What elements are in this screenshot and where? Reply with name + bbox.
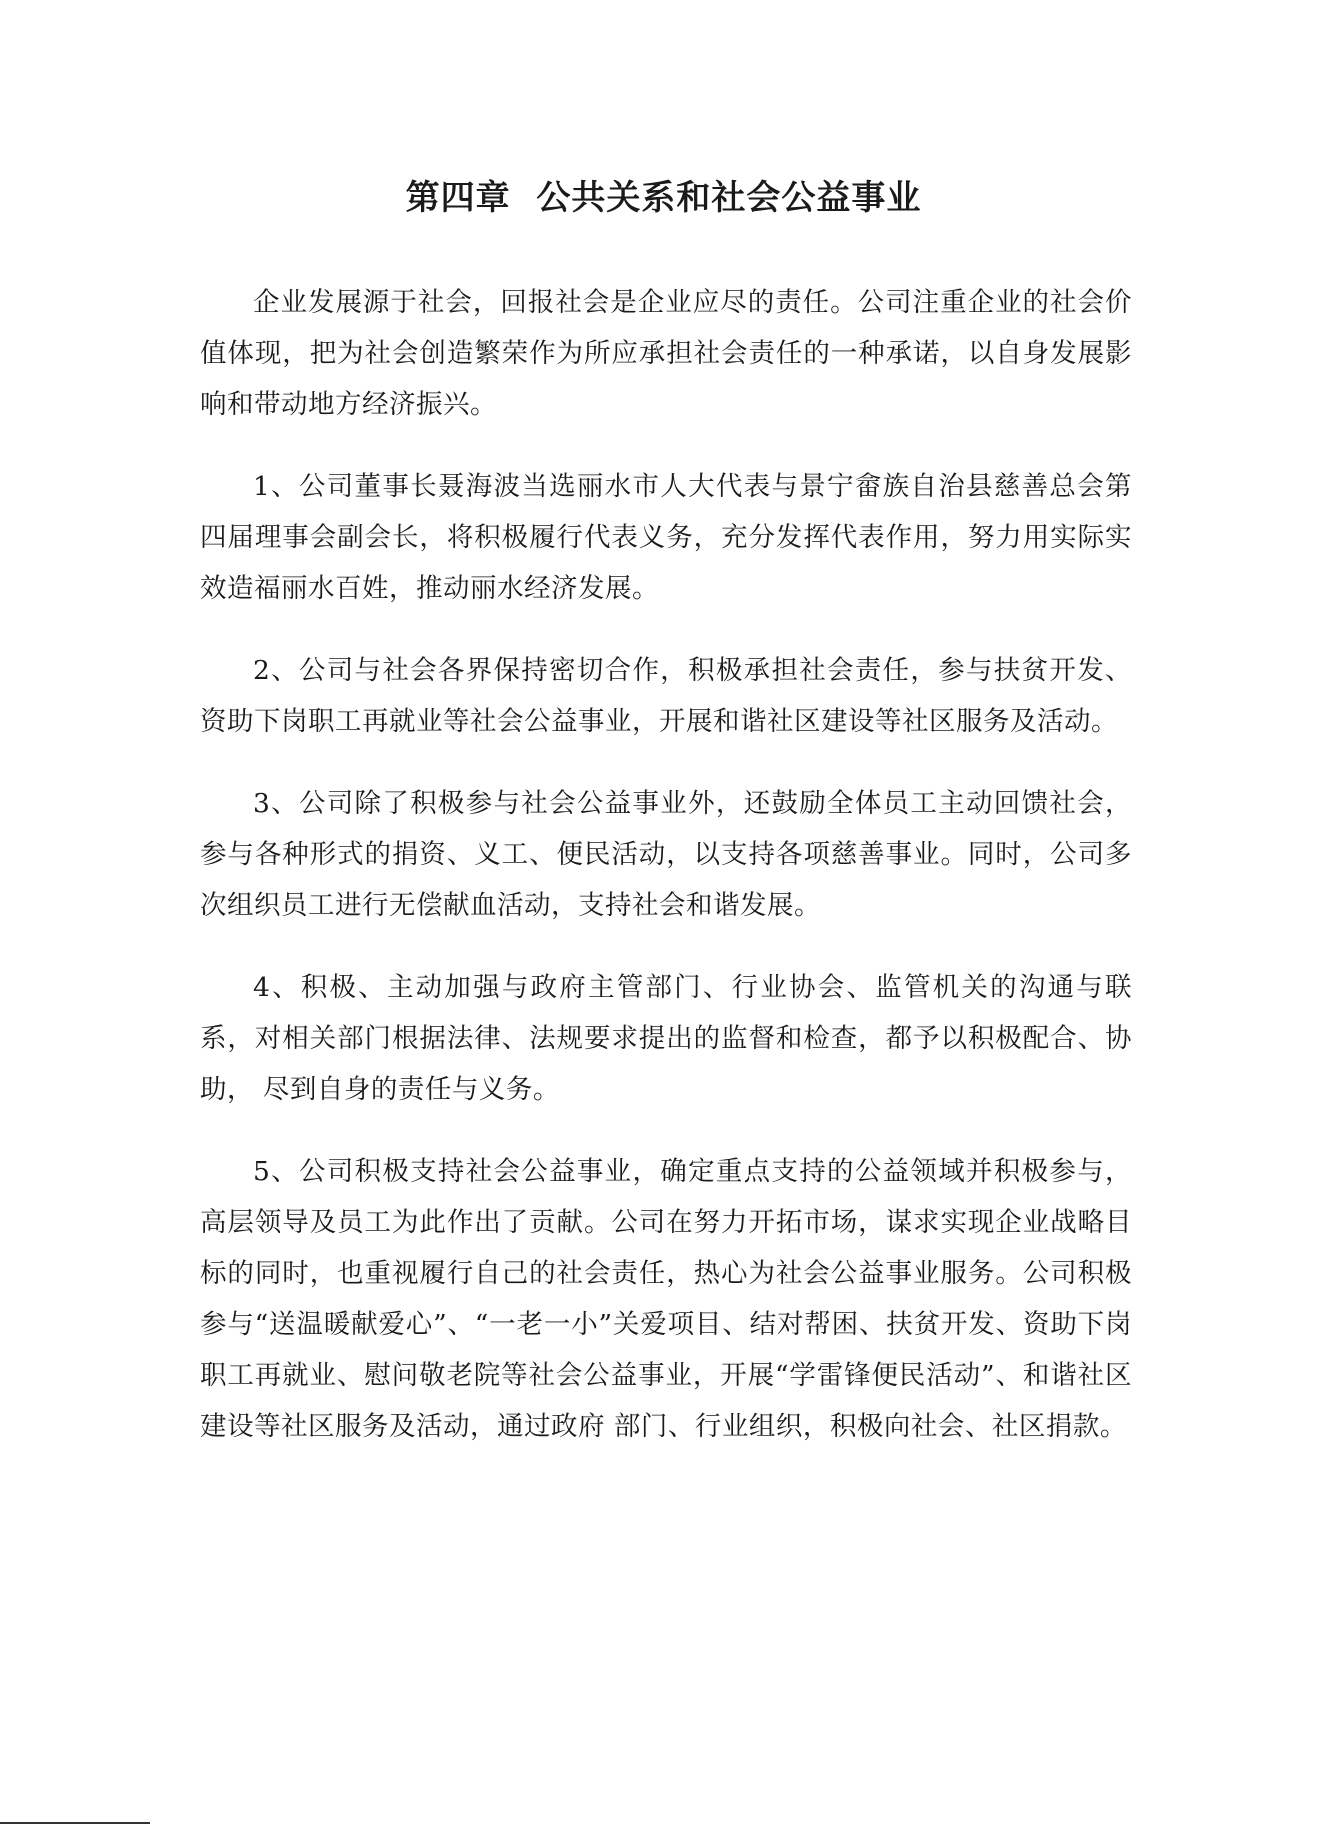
chapter-title: 第四章 公共关系和社会公益事业	[405, 178, 922, 218]
paragraph-item-4: 4、积极、主动加强与政府主管部门、行业协会、监管机关的沟通与联系，对相关部门根据法律、法规要求提出的监督和检查，都予以积极配合、协助， 尽到自身的责任与义务。	[200, 972, 1132, 1105]
paragraph-item-3: 3、公司除了积极参与社会公益事业外，还鼓励全体员工主动回馈社会，参与各种形式的捐资、义工、便民活动，以支持各项慈善事业。同时，公司多次组织员工进行无偿献血活动，支持社会和谐发展。	[200, 788, 1132, 921]
scan-edge-line	[0, 1822, 150, 1824]
paragraph-item-2: 2、公司与社会各界保持密切合作，积极承担社会责任，参与扶贫开发、资助下岗职工再就业等社会公益事业，开展和谐社区建设等社区服务及活动。	[200, 655, 1132, 737]
paragraph-item-5: 5、公司积极支持社会公益事业，确定重点支持的公益领域并积极参与，高层领导及员工为此作出了贡献。公司在努力开拓市场，谋求实现企业战略目标的同时，也重视履行自己的社会责任，热心为社会公益事业服务。公司积极参与“送温暖献爱心”、“一老一小”关爱项目、结对帮困、扶贫开发、资助下岗职工再就业、慰问敬老院等社会公益事业，开展“学雷锋便民活动”、和谐社区建设等社区服务及活动，通过政府 部门、行业组织，积极向社会、社区捐款。	[200, 1156, 1132, 1442]
paragraph-item-1: 1、公司董事长聂海波当选丽水市人大代表与景宁畲族自治县慈善总会第四届理事会副会长，将积极履行代表义务，充分发挥代表作用，努力用实际实效造福丽水百姓，推动丽水经济发展。	[200, 471, 1132, 604]
paragraph-intro: 企业发展源于社会，回报社会是企业应尽的责任。公司注重企业的社会价值体现，把为社会创造繁荣作为所应承担社会责任的一种承诺，以自身发展影响和带动地方经济振兴。	[200, 287, 1132, 420]
document-body	[200, 277, 1132, 1483]
